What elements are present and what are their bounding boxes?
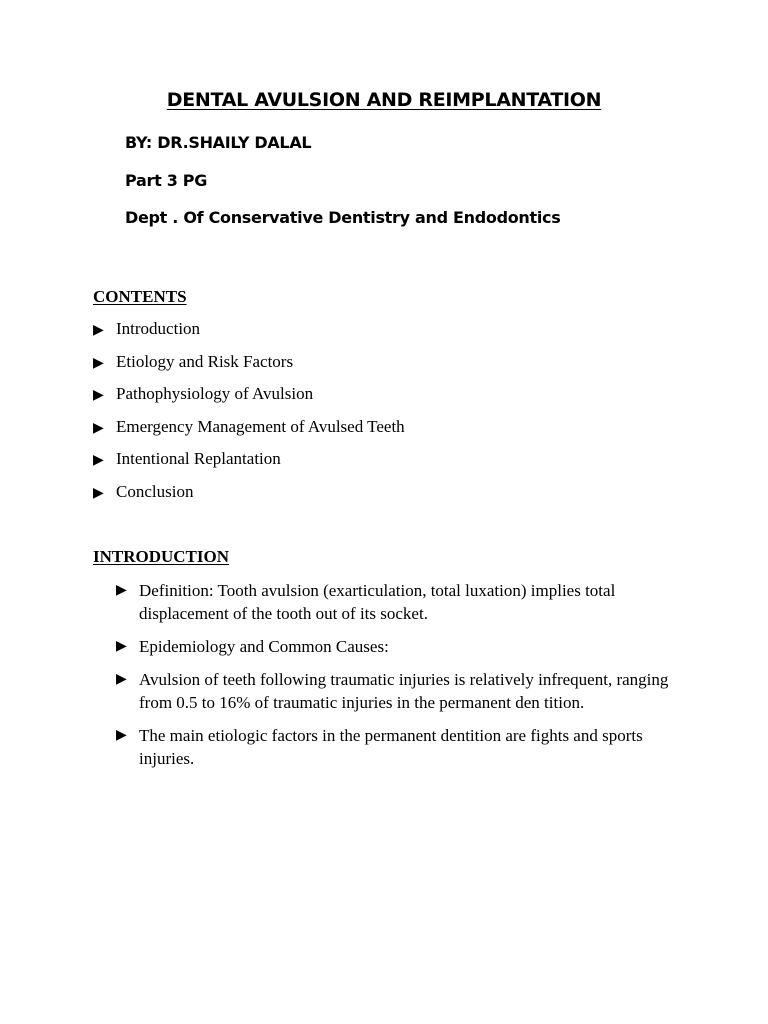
triangle-bullet-icon: ▶ bbox=[93, 387, 104, 404]
contents-item-label: Introduction bbox=[116, 319, 201, 338]
list-item bbox=[116, 579, 686, 625]
triangle-bullet-icon: ▶ bbox=[116, 582, 127, 598]
introduction-item-text: Definition: Tooth avulsion (exarticulation, total luxation) implies total displacement of the tooth out of its socket. bbox=[139, 581, 616, 623]
contents-item-label: Conclusion bbox=[116, 481, 194, 501]
triangle-bullet-icon: ▶ bbox=[116, 671, 127, 687]
triangle-bullet-icon: ▶ bbox=[116, 727, 127, 743]
triangle-bullet-icon: ▶ bbox=[116, 638, 127, 654]
contents-item-label: Emergency Management of Avulsed Teeth bbox=[116, 416, 405, 436]
introduction-item-text: Avulsion of teeth following traumatic injuries is relatively infrequent, ranging from 0.5 to 16% of traumatic injuries in the permanent den tition. bbox=[139, 670, 669, 712]
list-item bbox=[93, 417, 405, 450]
introduction-list bbox=[116, 579, 686, 780]
list-item bbox=[116, 635, 686, 658]
introduction-heading: INTRODUCTION bbox=[93, 547, 230, 566]
level-line: Part 3 PG bbox=[125, 171, 208, 190]
list-item bbox=[93, 449, 405, 482]
introduction-item-text: Epidemiology and Common Causes: bbox=[139, 637, 389, 656]
introduction-item-text: The main etiologic factors in the permanent dentition are fights and sports injuries. bbox=[139, 726, 643, 768]
triangle-bullet-icon: ▶ bbox=[93, 452, 104, 469]
triangle-bullet-icon: ▶ bbox=[93, 354, 104, 371]
triangle-bullet-icon: ▶ bbox=[93, 419, 104, 436]
list-item bbox=[93, 482, 405, 515]
list-item bbox=[93, 384, 405, 417]
list-item bbox=[116, 724, 686, 770]
document-title: DENTAL AVULSION AND REIMPLANTATION bbox=[166, 89, 602, 111]
contents-heading: CONTENTS bbox=[93, 287, 187, 306]
contents-item-label: Intentional Replantation bbox=[116, 449, 281, 469]
list-item bbox=[116, 668, 686, 714]
list-item bbox=[93, 352, 405, 385]
triangle-bullet-icon: ▶ bbox=[93, 322, 104, 338]
contents-item-label: Etiology and Risk Factors bbox=[116, 351, 294, 371]
department-line: Dept . Of Conservative Dentistry and Endodontics bbox=[125, 208, 561, 227]
contents-list bbox=[93, 319, 405, 515]
list-item bbox=[93, 319, 405, 352]
author-line: BY: DR.SHAILY DALAL bbox=[125, 133, 312, 152]
triangle-bullet-icon: ▶ bbox=[93, 484, 104, 501]
contents-item-label: Pathophysiology of Avulsion bbox=[116, 384, 314, 404]
